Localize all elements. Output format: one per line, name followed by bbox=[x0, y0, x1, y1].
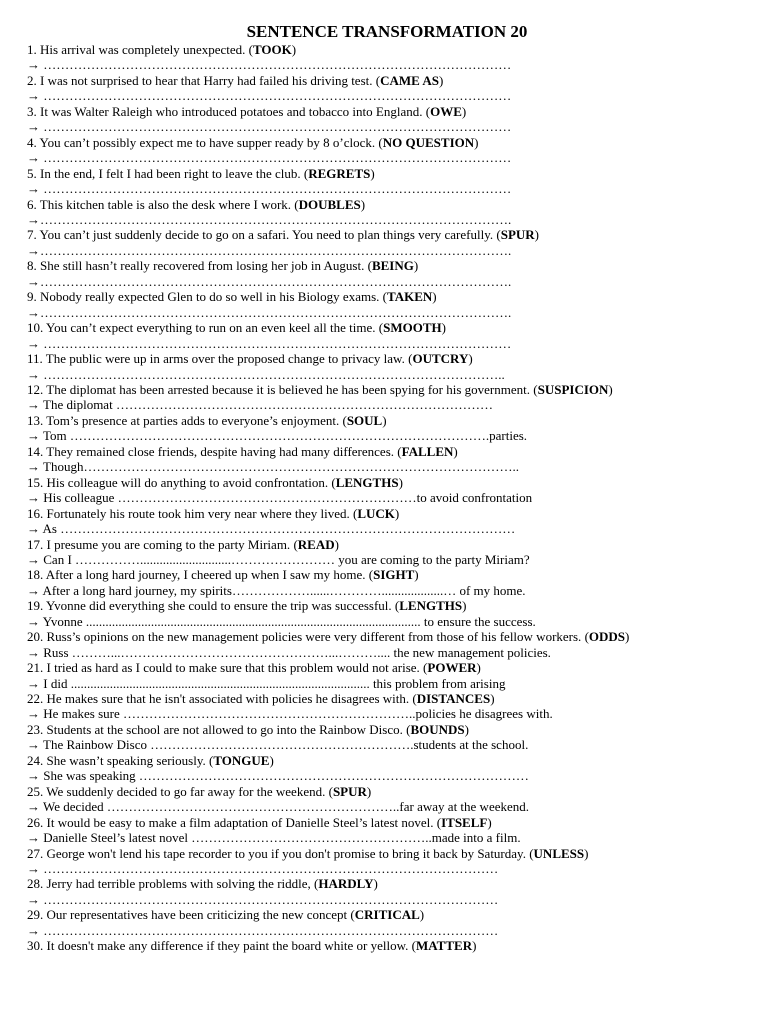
answer-line[interactable]: → After a long hard journey, my spirits………………......…………...................… of my home. bbox=[27, 582, 526, 598]
keyword: READ bbox=[297, 536, 335, 552]
question-line: 18. After a long hard journey, I cheered up when I saw my home. (SIGHT) bbox=[27, 567, 419, 583]
exercise-item bbox=[27, 73, 652, 104]
keyword: TONGUE bbox=[213, 752, 270, 768]
answer-line[interactable]: → I did ............................................................................................ this problem from arising bbox=[27, 675, 506, 691]
question-line: 2. I was not surprised to hear that Harry had failed his driving test. (CAME AS) bbox=[27, 72, 444, 88]
question-line: 30. It doesn't make any difference if they paint the board white or yellow. (MATTER) bbox=[27, 938, 477, 954]
exercise-item bbox=[27, 722, 652, 753]
exercise-item bbox=[27, 166, 652, 197]
exercise-item bbox=[27, 506, 652, 537]
question-line: 1. His arrival was completely unexpected. (TOOK) bbox=[27, 42, 297, 57]
question-text: 3. It was Walter Raleigh who introduced potatoes and tobacco into England. bbox=[27, 103, 423, 119]
question-text: 17. I presume you are coming to the party Miriam. bbox=[27, 536, 291, 552]
exercise-item bbox=[27, 907, 652, 938]
exercise-item bbox=[27, 320, 652, 351]
answer-line[interactable]: → Yvonne ....................................................................................................... to ensure the success. bbox=[27, 613, 536, 629]
question-line: 11. The public were up in arms over the proposed change to privacy law. (OUTCRY) bbox=[27, 351, 473, 367]
answer-line[interactable]: → ……………………………………………………………………………………………… bbox=[27, 57, 512, 73]
answer-line[interactable]: →………………………………………………………………………………………………. bbox=[27, 242, 512, 258]
question-text: 14. They remained close friends, despite having had many differences. bbox=[27, 443, 395, 459]
answer-line[interactable]: → …………………………………………………………………………………………….. bbox=[27, 366, 505, 382]
question-text: 21. I tried as hard as I could to make sure that this problem would not arise. bbox=[27, 660, 420, 676]
question-text: 12. The diplomat has been arrested because it is believed he has been spying for his government. bbox=[27, 381, 531, 397]
answer-line[interactable]: → She was speaking ……………………………………………………………………………… bbox=[27, 768, 529, 784]
exercise-item bbox=[27, 135, 652, 166]
answer-line[interactable]: → We decided …………………………………………………………..far away at the weekend. bbox=[27, 799, 530, 815]
exercise-item bbox=[27, 42, 652, 73]
answer-line[interactable]: → Though……………………………………………………………………………………….. bbox=[27, 459, 519, 475]
exercise-item bbox=[27, 846, 652, 877]
question-line: 25. We suddenly decided to go far away for the weekend. (SPUR) bbox=[27, 783, 372, 799]
exercise-item bbox=[27, 258, 652, 289]
question-text: 4. You can’t possibly expect me to have supper ready by 8 o’clock. bbox=[27, 134, 376, 150]
question-text: 29. Our representatives have been criticizing the new concept bbox=[27, 907, 348, 923]
question-line: 24. She wasn’t speaking seriously. (TONGUE) bbox=[27, 752, 274, 768]
keyword: TAKEN bbox=[386, 289, 433, 305]
exercise-item bbox=[27, 104, 652, 135]
exercise-item bbox=[27, 753, 652, 784]
question-text: 19. Yvonne did everything she could to ensure the trip was successful. bbox=[27, 598, 392, 614]
question-text: 18. After a long hard journey, I cheered up when I saw my home. bbox=[27, 567, 366, 583]
question-line: 5. In the end, I felt I had been right to leave the club. (REGRETS) bbox=[27, 165, 375, 181]
answer-line[interactable]: → ……………………………………………………………………………………………… bbox=[27, 150, 512, 166]
question-text: 27. George won't lend his tape recorder to you if you don't promise to bring it back by Saturday. bbox=[27, 845, 526, 861]
answer-line[interactable]: → His colleague ……………………………………………………………to avoid confrontation bbox=[27, 490, 533, 506]
exercise-item bbox=[27, 876, 652, 907]
exercise-item bbox=[27, 227, 652, 258]
question-line: 13. Tom’s presence at parties adds to everyone’s enjoyment. (SOUL) bbox=[27, 412, 387, 428]
answer-line[interactable]: → Russ ………...…………………………………………...……….... the new management policies. bbox=[27, 644, 551, 660]
keyword: ITSELF bbox=[441, 814, 488, 830]
question-line: 14. They remained close friends, despite having had many differences. (FALLEN) bbox=[27, 443, 458, 459]
question-line: 28. Jerry had terrible problems with solving the riddle, (HARDLY) bbox=[27, 876, 378, 892]
keyword: TOOK bbox=[253, 42, 292, 57]
exercise-item bbox=[27, 444, 652, 475]
answer-line[interactable]: → As …………………………………………………………………………………………… bbox=[27, 521, 516, 537]
question-line: 9. Nobody really expected Glen to do so well in his Biology exams. (TAKEN) bbox=[27, 289, 437, 305]
answer-line[interactable]: → ……………………………………………………………………………………………… bbox=[27, 88, 512, 104]
question-text: 2. I was not surprised to hear that Harry had failed his driving test. bbox=[27, 72, 373, 88]
keyword: SUSPICION bbox=[537, 381, 609, 397]
keyword: DOUBLES bbox=[298, 196, 361, 212]
answer-line[interactable]: → …………………………………………………………………………………………… bbox=[27, 861, 499, 877]
keyword: UNLESS bbox=[533, 845, 585, 861]
keyword: CRITICAL bbox=[354, 907, 420, 923]
answer-line[interactable]: → The diplomat …………………………………………………………………………… bbox=[27, 397, 493, 413]
keyword: SPUR bbox=[500, 227, 535, 243]
question-text: 9. Nobody really expected Glen to do so well in his Biology exams. bbox=[27, 289, 380, 305]
keyword: FALLEN bbox=[401, 443, 454, 459]
question-text: 25. We suddenly decided to go far away for the weekend. bbox=[27, 783, 326, 799]
keyword: LENGTHS bbox=[335, 474, 399, 490]
keyword: ODDS bbox=[588, 629, 626, 645]
question-text: 11. The public were up in arms over the proposed change to privacy law. bbox=[27, 351, 405, 367]
question-line: 19. Yvonne did everything she could to ensure the trip was successful. (LENGTHS) bbox=[27, 598, 467, 614]
question-line: 16. Fortunately his route took him very near where they lived. (LUCK) bbox=[27, 505, 400, 521]
keyword: SMOOTH bbox=[383, 320, 442, 336]
answer-line[interactable]: → ……………………………………………………………………………………………… bbox=[27, 335, 512, 351]
keyword: NO QUESTION bbox=[382, 134, 475, 150]
exercise-item bbox=[27, 784, 652, 815]
keyword: BOUNDS bbox=[410, 721, 465, 737]
keyword: HARDLY bbox=[318, 876, 374, 892]
worksheet-title: SENTENCE TRANSFORMATION 20 bbox=[246, 22, 528, 41]
keyword: CAME AS bbox=[380, 72, 439, 88]
keyword: LUCK bbox=[357, 505, 395, 521]
question-text: 30. It doesn't make any difference if they paint the board white or yellow. bbox=[27, 938, 409, 954]
keyword: BEING bbox=[371, 258, 414, 274]
question-text: 10. You can’t expect everything to run on an even keel all the time. bbox=[27, 320, 376, 336]
question-line: 29. Our representatives have been criticizing the new concept (CRITICAL) bbox=[27, 907, 425, 923]
answer-line[interactable]: → …………………………………………………………………………………………… bbox=[27, 922, 499, 938]
exercise-item bbox=[27, 475, 652, 506]
exercise-item bbox=[27, 660, 652, 691]
question-line: 12. The diplomat has been arrested because it is believed he has been spying for his government. (SUSPICION) bbox=[27, 381, 613, 397]
question-line: 22. He makes sure that he isn't associated with policies he disagrees with. (DISTANCES) bbox=[27, 691, 495, 707]
keyword: SOUL bbox=[346, 412, 383, 428]
question-line: 3. It was Walter Raleigh who introduced potatoes and tobacco into England. (OWE) bbox=[27, 103, 467, 119]
answer-line[interactable]: →………………………………………………………………………………………………. bbox=[27, 304, 512, 320]
answer-line[interactable]: → Danielle Steel’s latest novel ………………………………………………..made into a film. bbox=[27, 830, 521, 846]
exercise-item bbox=[27, 691, 652, 722]
question-line: 20. Russ’s opinions on the new management policies were very different from those of his fellow workers. (ODDS) bbox=[27, 629, 630, 645]
exercise-item bbox=[27, 938, 652, 953]
question-text: 23. Students at the school are not allowed to go into the Rainbow Disco. bbox=[27, 721, 403, 737]
question-text: 5. In the end, I felt I had been right to leave the club. bbox=[27, 165, 301, 181]
keyword: REGRETS bbox=[308, 165, 371, 181]
question-text: 15. His colleague will do anything to avoid confrontation. bbox=[27, 474, 329, 490]
answer-line[interactable]: → …………………………………………………………………………………………… bbox=[27, 891, 499, 907]
question-line: 26. It would be easy to make a film adaptation of Danielle Steel’s latest novel. (ITSELF) bbox=[27, 814, 492, 830]
exercise-item bbox=[27, 598, 652, 629]
answer-line[interactable]: → ……………………………………………………………………………………………… bbox=[27, 119, 512, 135]
exercise-list bbox=[27, 42, 652, 954]
question-line: 21. I tried as hard as I could to make sure that this problem would not arise. (POWER) bbox=[27, 660, 481, 676]
exercise-item bbox=[27, 567, 652, 598]
exercise-item bbox=[27, 197, 652, 228]
exercise-item bbox=[27, 289, 652, 320]
exercise-item bbox=[27, 537, 652, 568]
question-line: 10. You can’t expect everything to run on an even keel all the time. (SMOOTH) bbox=[27, 320, 446, 336]
question-line: 4. You can’t possibly expect me to have supper ready by 8 o’clock. (NO QUESTION) bbox=[27, 134, 479, 150]
exercise-item bbox=[27, 413, 652, 444]
question-text: 26. It would be easy to make a film adaptation of Danielle Steel’s latest novel. bbox=[27, 814, 434, 830]
keyword: SIGHT bbox=[373, 567, 415, 583]
question-text: 8. She still hasn’t really recovered from losing her job in August. bbox=[27, 258, 365, 274]
answer-line[interactable]: → He makes sure …………………………………………………………..policies he disagrees with. bbox=[27, 706, 553, 722]
exercise-item bbox=[27, 815, 652, 846]
question-line: 23. Students at the school are not allowed to go into the Rainbow Disco. (BOUNDS) bbox=[27, 721, 469, 737]
question-line: 17. I presume you are coming to the party Miriam. (READ) bbox=[27, 536, 339, 552]
question-text: 20. Russ’s opinions on the new management policies were very different from those of his fellow workers. bbox=[27, 629, 582, 645]
answer-line[interactable]: → Tom …………………………………………………………………………………….parties. bbox=[27, 428, 528, 444]
exercise-item bbox=[27, 351, 652, 382]
answer-line[interactable]: → The Rainbow Disco …………………………………………………….students at the school. bbox=[27, 737, 529, 753]
exercise-item bbox=[27, 382, 652, 413]
question-text: 7. You can’t just suddenly decide to go on a safari. You need to plan things very carefully. bbox=[27, 227, 494, 243]
question-line: 6. This kitchen table is also the desk where I work. (DOUBLES) bbox=[27, 196, 366, 212]
keyword: MATTER bbox=[415, 938, 473, 954]
answer-line[interactable]: →………………………………………………………………………………………………. bbox=[27, 273, 512, 289]
question-text: 6. This kitchen table is also the desk where I work. bbox=[27, 196, 292, 212]
answer-line[interactable]: → Can I ……………............................…………………… you are coming to the party Miriam? bbox=[27, 551, 530, 567]
question-line: 27. George won't lend his tape recorder to you if you don't promise to bring it back by Saturday. (UNLESS) bbox=[27, 845, 589, 861]
question-text: 28. Jerry had terrible problems with solving the riddle, bbox=[27, 876, 311, 892]
answer-line[interactable]: →………………………………………………………………………………………………. bbox=[27, 211, 512, 227]
question-text: 22. He makes sure that he isn't associated with policies he disagrees with. bbox=[27, 691, 410, 707]
keyword: SPUR bbox=[332, 783, 367, 799]
question-line: 7. You can’t just suddenly decide to go on a safari. You need to plan things very carefully. (SPUR) bbox=[27, 227, 540, 243]
keyword: OUTCRY bbox=[412, 351, 469, 367]
question-text: 16. Fortunately his route took him very near where they lived. bbox=[27, 505, 350, 521]
keyword: DISTANCES bbox=[416, 691, 491, 707]
keyword: POWER bbox=[427, 660, 477, 676]
question-text: 13. Tom’s presence at parties adds to everyone’s enjoyment. bbox=[27, 412, 340, 428]
keyword: LENGTHS bbox=[399, 598, 463, 614]
keyword: OWE bbox=[430, 103, 462, 119]
exercise-item bbox=[27, 629, 652, 660]
question-line: 15. His colleague will do anything to avoid confrontation. (LENGTHS) bbox=[27, 474, 403, 490]
question-text: 1. His arrival was completely unexpected. bbox=[27, 42, 246, 57]
question-line: 8. She still hasn’t really recovered from losing her job in August. (BEING) bbox=[27, 258, 419, 274]
answer-line[interactable]: → ……………………………………………………………………………………………… bbox=[27, 181, 512, 197]
question-text: 24. She wasn’t speaking seriously. bbox=[27, 752, 206, 768]
